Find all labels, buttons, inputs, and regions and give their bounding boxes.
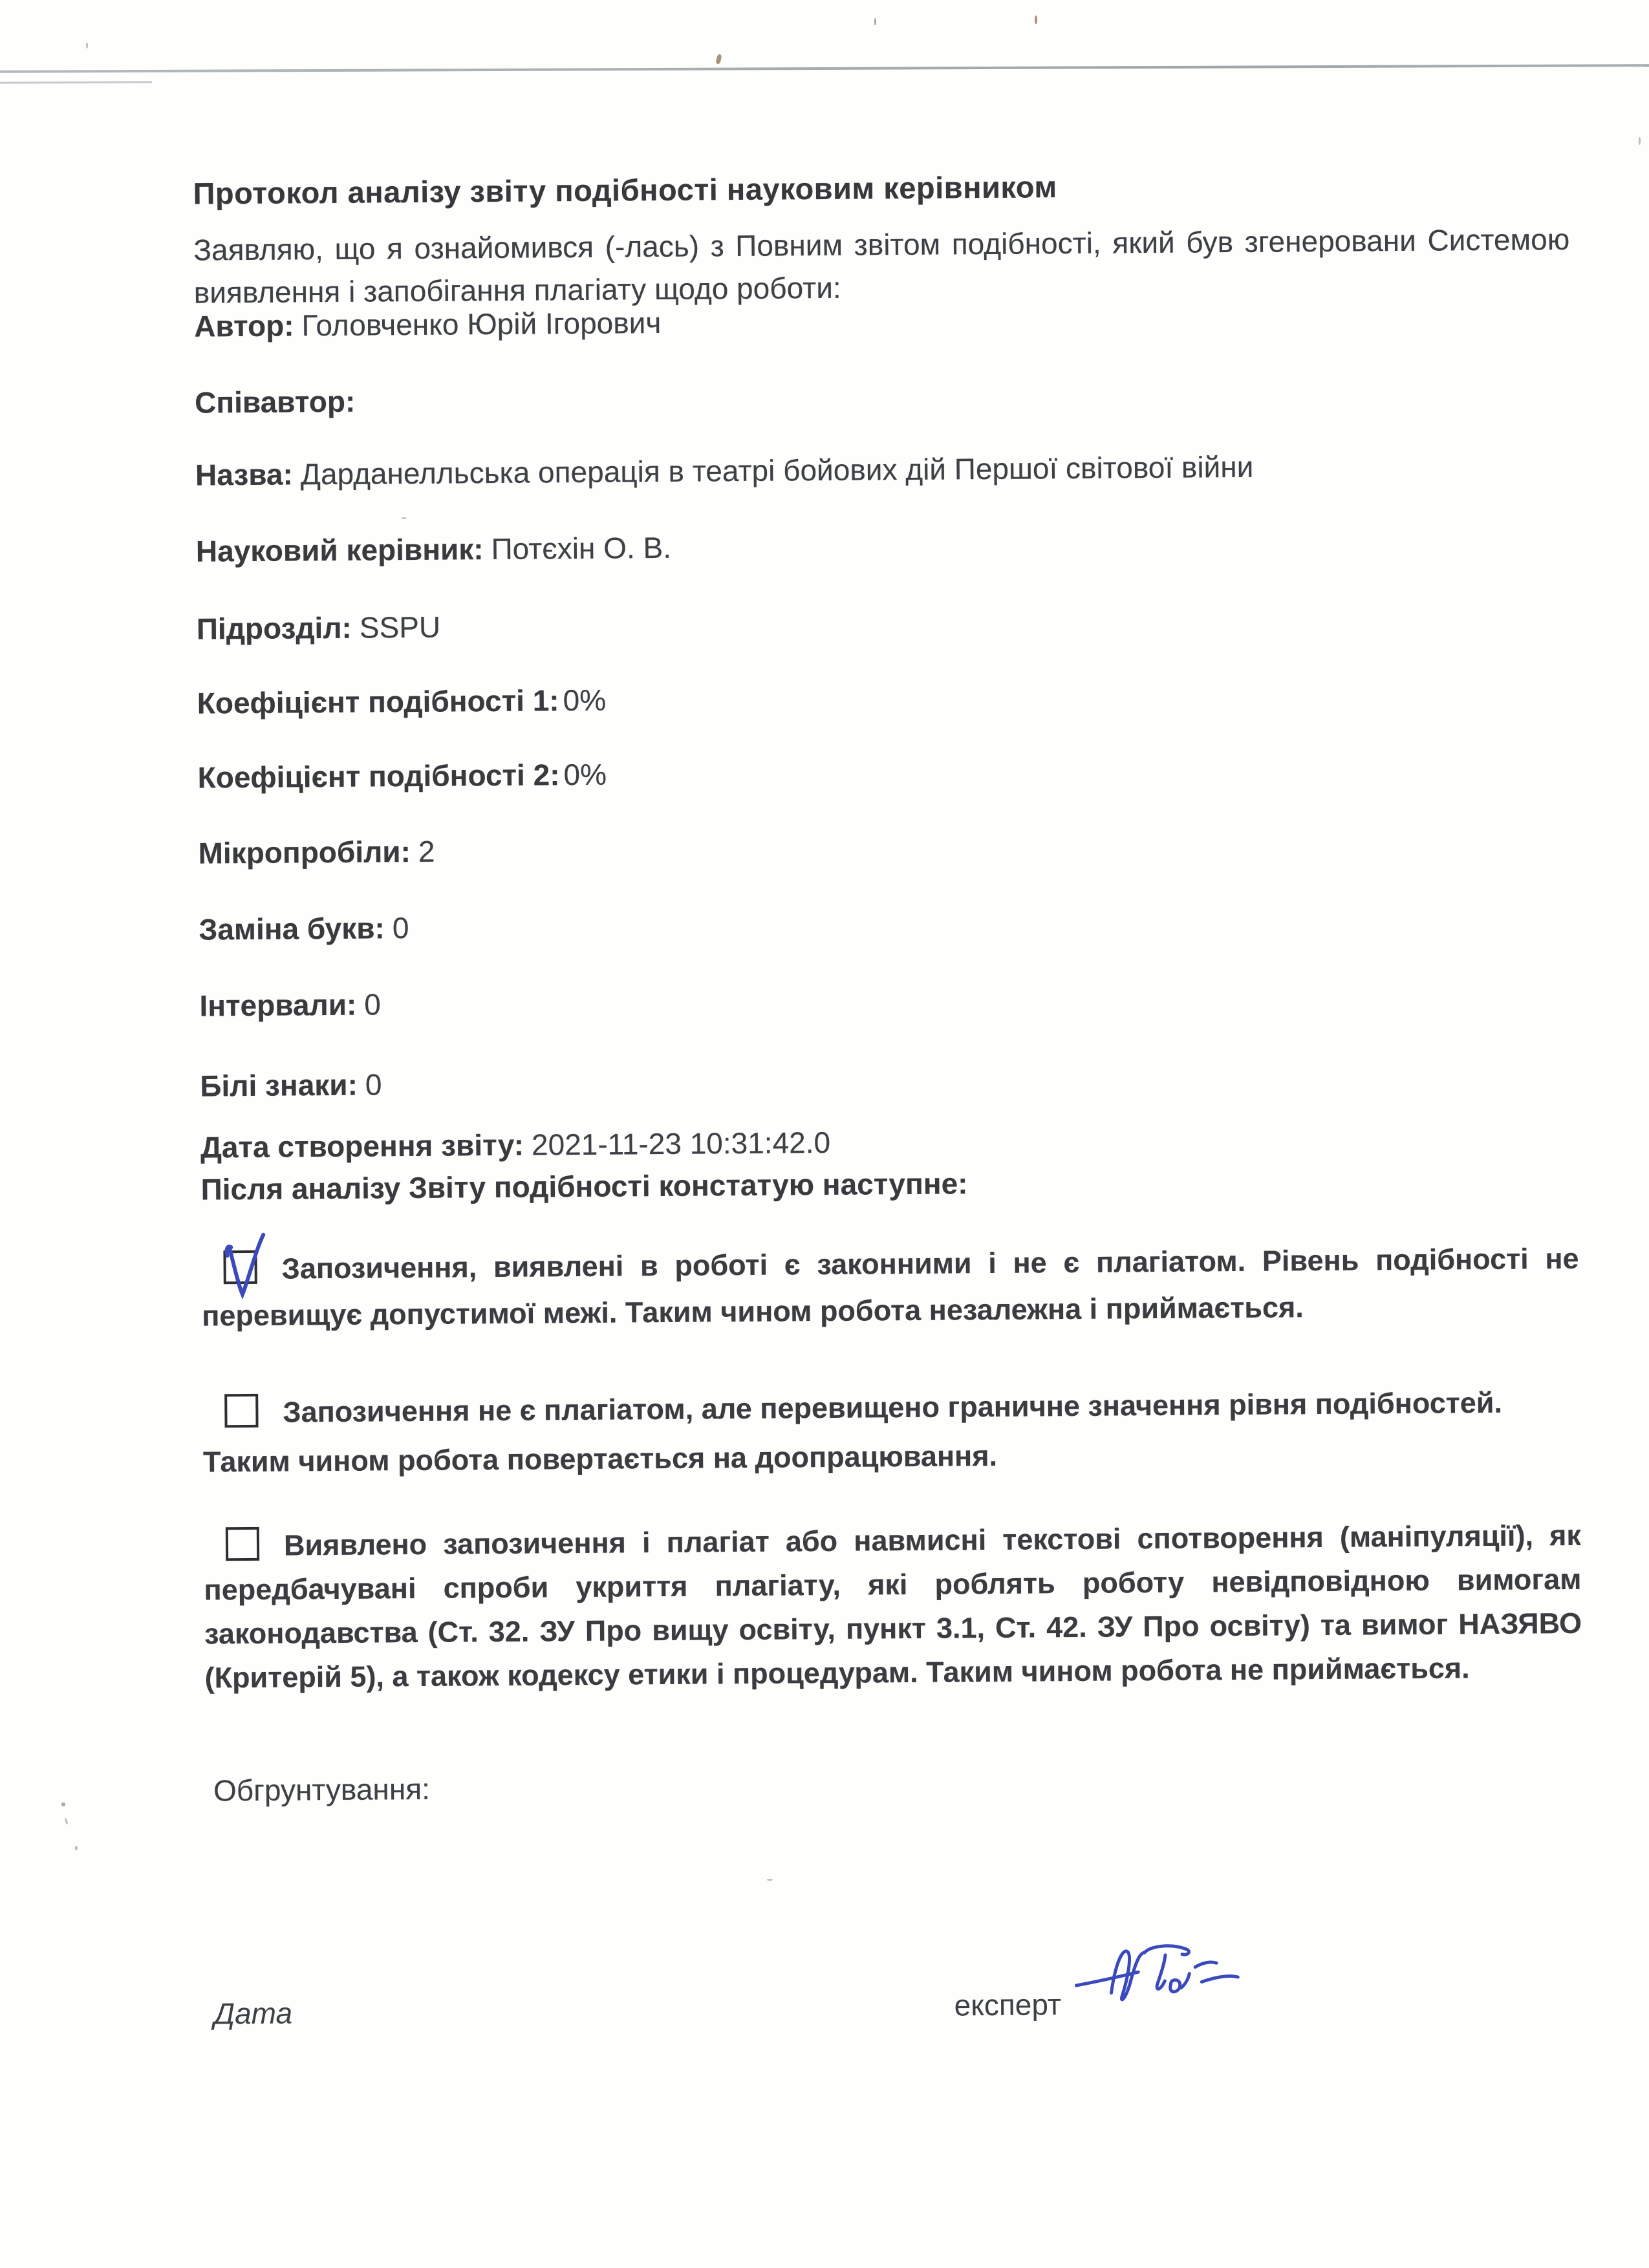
field-similarity1-value: 0% — [563, 683, 607, 718]
field-coauthor — [195, 374, 1579, 420]
option-rework-text: Запозичення не є плагіатом, але перевищено граничне значення рівня подібностей. Таким чином робота повертається на доопрацювання. — [202, 1385, 1503, 1479]
handwritten-signature — [1073, 1942, 1242, 2014]
document-title: Протокол аналізу звіту подібності науковим керівником — [193, 169, 1057, 211]
field-similarity1-label: Коефіцієнт подібності 1: — [197, 683, 559, 720]
field-coauthor-label: Співавтор: — [194, 384, 356, 420]
date-label: Дата — [213, 1996, 293, 2031]
field-title-value: Дарданелльська операція в театрі бойових дій Першої світової війни — [300, 449, 1254, 491]
option-rejected — [204, 1514, 1582, 1700]
checkmark-icon — [219, 1230, 270, 1309]
field-supervisor-value: Потєхін О. В. — [491, 530, 672, 566]
field-microspaces-label: Мікропробіли: — [198, 835, 411, 870]
field-author-label: Автор: — [193, 308, 294, 343]
option-accepted — [201, 1236, 1579, 1340]
justification-label: Обгрунтування: — [213, 1771, 431, 1808]
field-letter-substitution — [199, 901, 1582, 947]
option-rejected-text: Виявлено запозичення і плагіат або навмисні текстові спотворення (маніпуляції), як передбачувані спроби укриття плагіату, які роблять роботу невідповідною вимогам законодавства (Ст. 32. ЗУ Про вищу освіту, пункт 3.1, Ст. 42. ЗУ Про освіту) та вимог НАЗЯВО (Критерій 5), а також кодексу етики і процедурам. Таким чином робота не приймається. — [204, 1518, 1582, 1695]
field-intervals-value: 0 — [364, 987, 382, 1022]
field-letters-label: Заміна букв: — [199, 911, 385, 947]
field-report-date — [200, 1119, 1584, 1165]
field-reportdate-value: 2021-11-23 10:31:42.0 — [531, 1125, 831, 1162]
field-microspaces-value: 2 — [418, 834, 435, 868]
checkbox-checked — [223, 1250, 257, 1284]
field-intervals — [199, 978, 1583, 1023]
field-similarity-1 — [197, 675, 1581, 721]
field-department-label: Підрозділ: — [196, 610, 352, 646]
declaration-paragraph: Заявляю, що я ознайомився (-лась) з Повним звітом подібності, який був згенеровани Системою виявлення і запобігання плагіату щодо роботи: — [193, 222, 1570, 310]
field-similarity-2 — [197, 749, 1581, 795]
field-department — [197, 601, 1580, 647]
option-rework — [202, 1378, 1580, 1487]
checkbox-unchecked — [226, 1527, 259, 1561]
field-letters-value: 0 — [392, 911, 409, 945]
field-reportdate-label: Дата створення звіту: — [200, 1128, 524, 1164]
field-supervisor — [196, 523, 1580, 569]
field-similarity2-value: 0% — [563, 757, 607, 792]
option-accepted-text: Запозичення, виявлені в роботі є законними і не є плагіатом. Рівень подібності не перевищує допустимої межі. Таким чином робота незалежна і приймається. — [202, 1241, 1579, 1332]
field-whitesigns-label: Білі знаки: — [200, 1067, 358, 1103]
analysis-statement: Після аналізу Звіту подібності констатую наступне: — [200, 1166, 968, 1206]
field-microspaces — [198, 825, 1582, 871]
expert-label: експерт — [954, 1987, 1062, 2022]
field-department-value: SSPU — [359, 610, 441, 645]
field-title-of-work — [195, 447, 1579, 493]
field-whitesigns-value: 0 — [365, 1067, 382, 1102]
checkbox-unchecked — [224, 1394, 258, 1428]
field-similarity2-label: Коефіцієнт подібності 2: — [197, 758, 560, 795]
field-title-label: Назва: — [195, 457, 294, 492]
field-supervisor-label: Науковий керівник: — [195, 532, 484, 568]
field-white-signs — [200, 1058, 1584, 1104]
field-author-value: Головченко Юрій Ігорович — [301, 305, 662, 343]
field-intervals-label: Інтервали: — [199, 987, 357, 1023]
